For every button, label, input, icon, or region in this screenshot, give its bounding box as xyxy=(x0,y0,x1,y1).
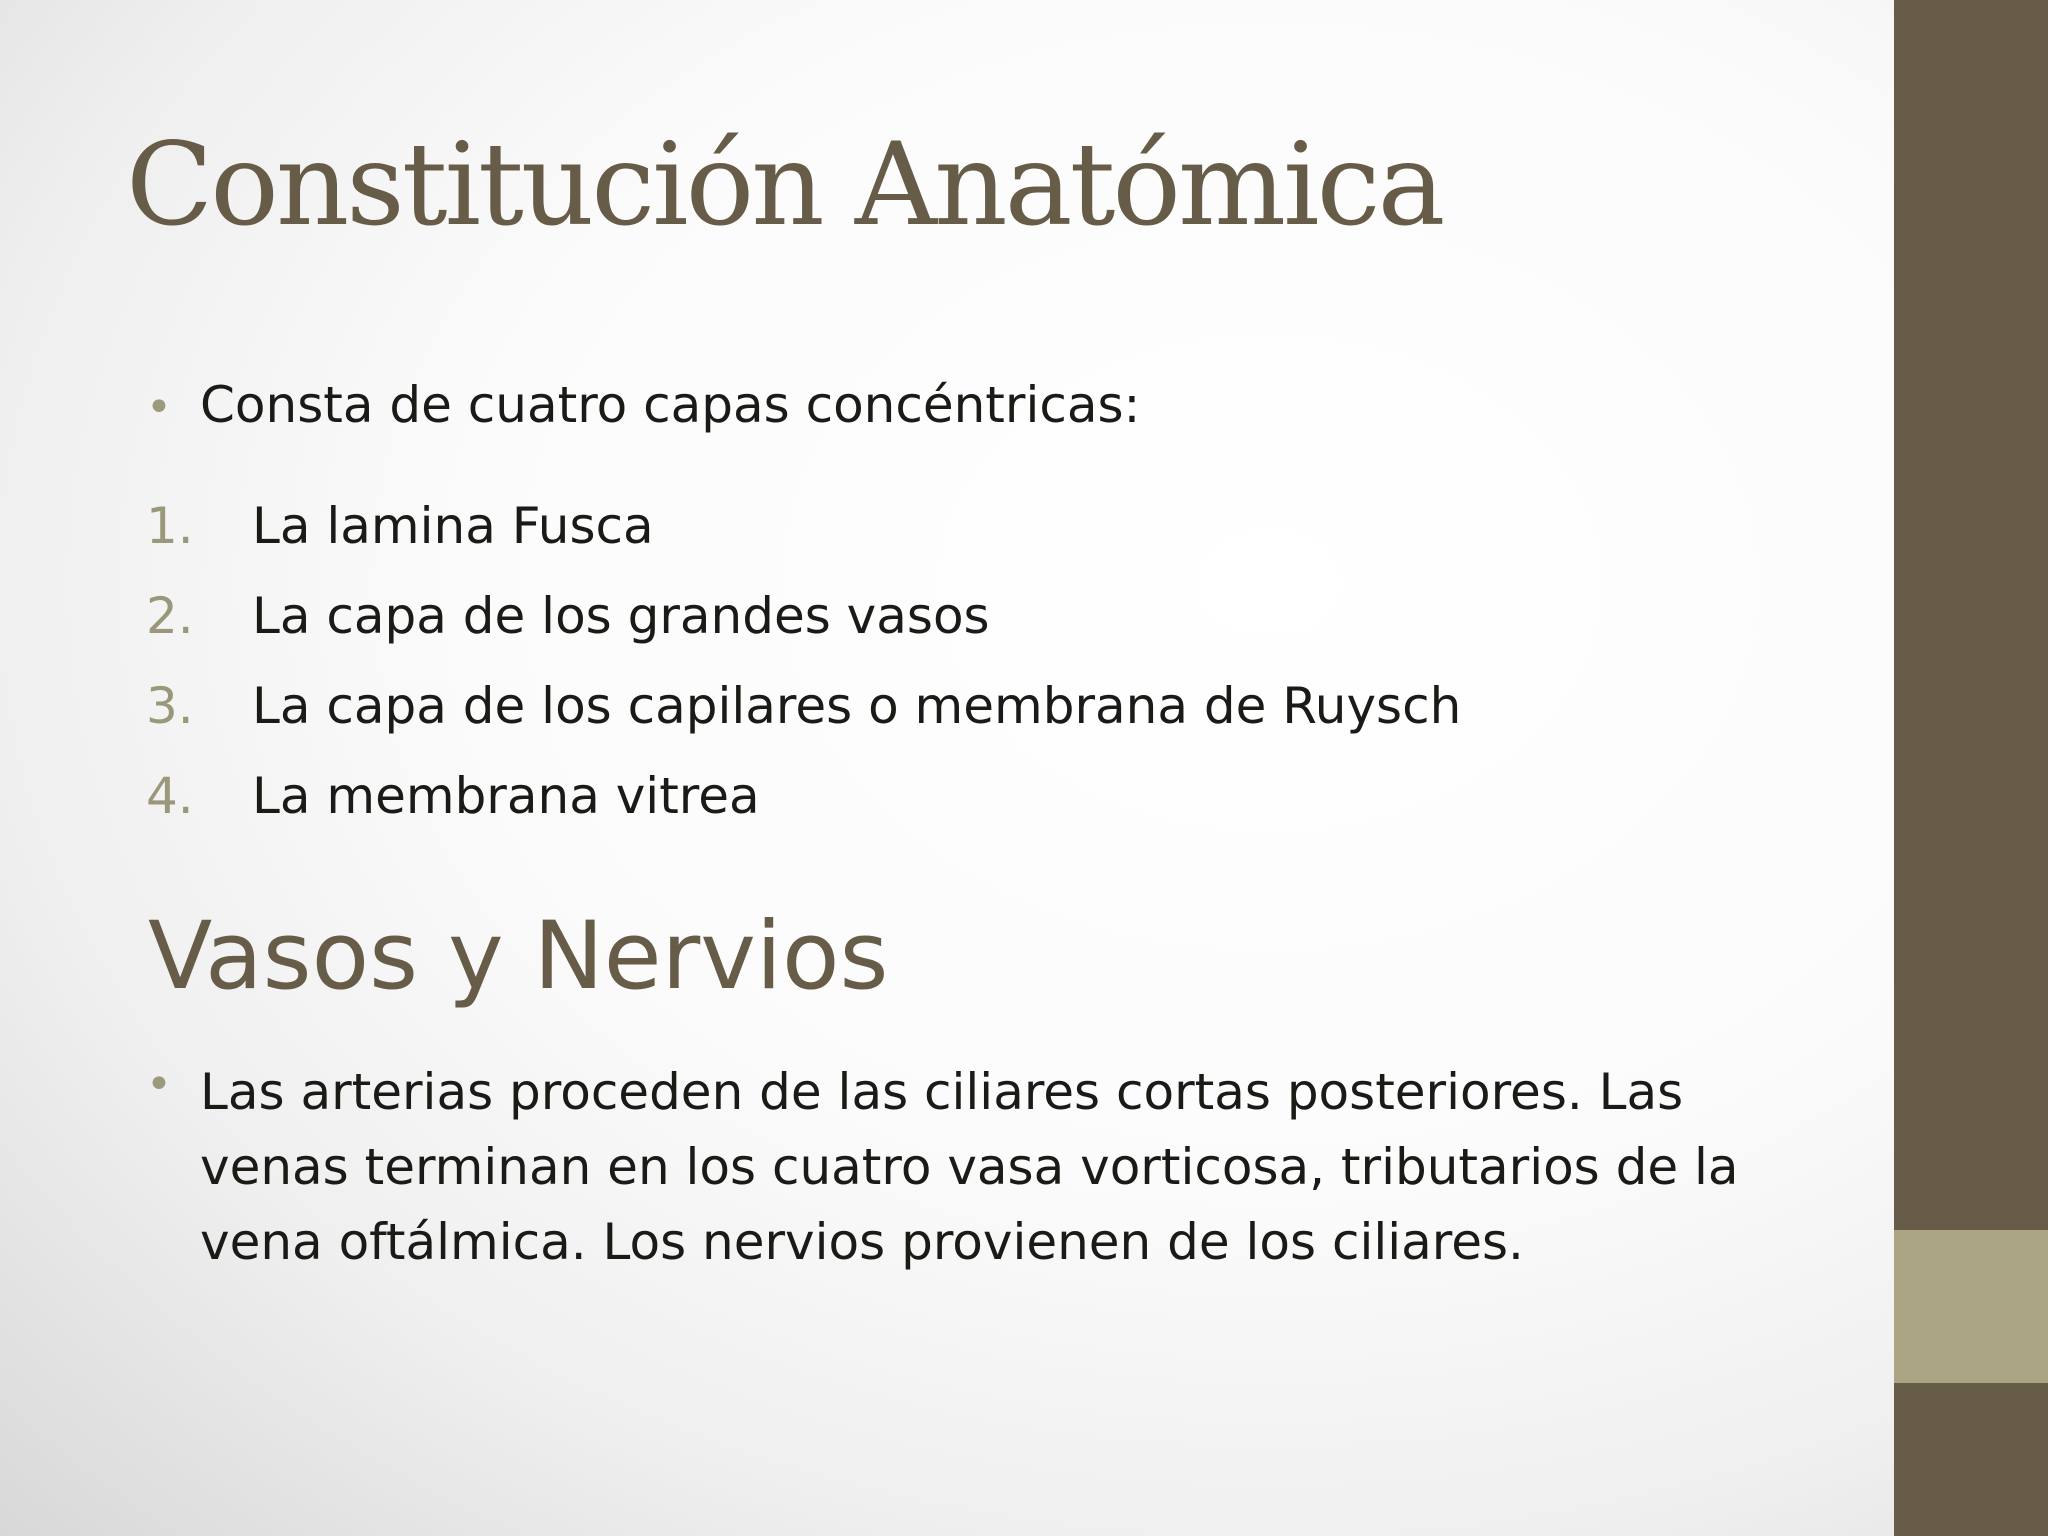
intro-bullet xyxy=(146,375,1140,435)
section-subtitle: Vasos y Nervios xyxy=(148,902,889,1011)
list-item-text: La capa de los capilares o membrana de Ruysch xyxy=(252,677,1462,735)
list-item xyxy=(146,586,1461,676)
layers-list xyxy=(146,496,1461,856)
list-item xyxy=(146,496,1461,586)
intro-bullet-text: Consta de cuatro capas concéntricas: xyxy=(200,376,1141,434)
bullet-icon: • xyxy=(146,1059,172,1110)
list-item xyxy=(146,766,1461,856)
paragraph-text: Las arterias proceden de las ciliares cortas posteriores. Las venas terminan en los cuatro vasa vorticosa, tributarios de la vena oftálmica. Los nervios provienen de los ciliares. xyxy=(200,1063,1739,1271)
list-item-text: La capa de los grandes vasos xyxy=(252,587,990,645)
list-item-number: 2. xyxy=(146,587,194,645)
list-item-text: La lamina Fusca xyxy=(252,497,654,555)
list-item-number: 3. xyxy=(146,677,194,735)
side-accent-block xyxy=(1894,1230,2048,1383)
list-item-text: La membrana vitrea xyxy=(252,767,760,825)
slide-title: Constitución Anatómica xyxy=(126,118,1443,251)
list-item-number: 1. xyxy=(146,497,194,555)
list-item xyxy=(146,676,1461,766)
list-item-number: 4. xyxy=(146,767,194,825)
bullet-icon: • xyxy=(146,382,172,433)
paragraph-bullet xyxy=(146,1055,1810,1280)
